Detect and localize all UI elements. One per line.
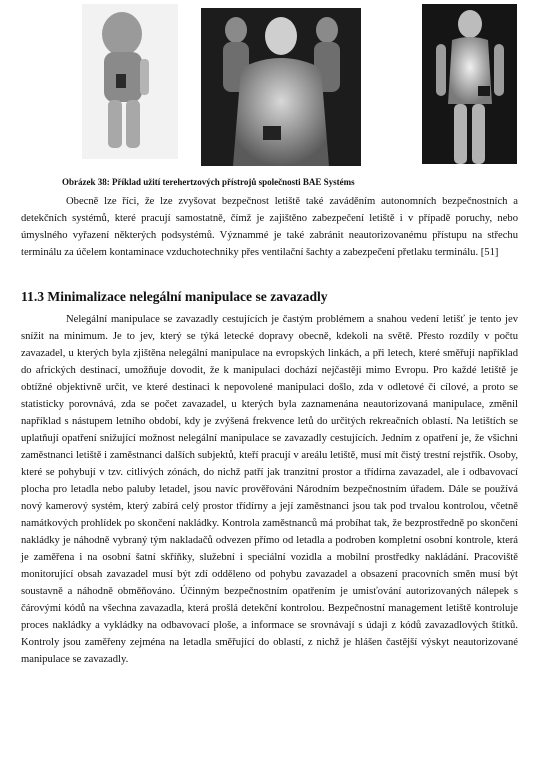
figure-images xyxy=(0,0,537,170)
body-paragraph-1: Obecně lze říci, že lze zvyšovat bezpečnost letiště také zaváděním autonomních bezpečnostních a detekčních systémů, které pracují samostatně, čímž je zajištěno zabezpečení letiště i v případě poruchy, nebo úmyslného vyřazení některých podsystémů. Význammé je také zabránit neautorizovanému přístupu na střechu terminálu za účelem kontaminace vzduchotechniky přes ventilační šachty a zabezpečení přetlaku terminálu. [51] xyxy=(21,196,518,258)
body-paragraph-2: Nelegální manipulace se zavazadly cestujících je častým problémem a snahou vedení letišť je tento jev snížit na minimum. Je to jev, který se týká letecké dopravy obecně, kdekoli na světě. Přesto rozdíly v počtu zavazadel, u kterých byla zjištěna nelegální manipulace na evropských linkách, a při letech, které směřují například do afrických destinací, umožňuje dovodit, že k manipulaci dochází nejčastěji mimo Evropu. Pro každé letiště je obtížné objektivně určit, ve které destinaci k nepovolené manipulaci došlo, zda v odletové či cílové, a proto se statisticky porovnává, zda se počet zavazadel, u kterých byla zaznamenána neautorizovaná manipulace, změnil například s nástupem letního období, kdy je zvýšená frekvence letů do určitých rekreačních oblastí. Na letištích se uplatňují opatření snižující možnost nelegální manipulace se zavazadly cestujících. Jedním z opatření je, že všichni zaměstnanci letiště i zaměstnanci dalších subjektů, kteří pracují v areálu letiště, musí mít čistý trestní rejstřík. Osoby, které se pohybují v tzv. citlivých zónách, do nichž patří jak tranzitní prostor a třídírna zavazadel, ale i odbavovací plocha pro letadla nebo paluby letadel, jsou navíc prověřováni Národním bezpečnostním úřadem. Dále se používá nový kamerový systém, který zabírá celý prostor třídírny a její zaměstnanci jsou tak pod trvalou kontrolou, včetně namátkových prohlídek po skončení nakládky. Kontrola zaměstnanců má probíhat tak, že bezprostředně po skončení nakládky je náhodně vybraný tým nakladačů odvezen přímo od letadla a podroben kompletní osobní kontrole, která je zaměřena i na osobní šatní skříňky, služební i speciální vozidla a mobilní prostředky nakládání. Pracoviště monitorující obsah zavazadel musí být zdí odděleno od pohybu zavazadel a obsazení pracovních směn musí být soustavně a náhodně obměňováno. Účinným bezpečnostním opatřením je umisťování autorizovaných nálepek s čárovými kódů na všechna zavazadla, která prošlá detekční kontrolou. Bezpečnostní management letiště kontroluje proces nakládky a vykládky na odbavovací ploše, a informace se srovnávají s údaji z kódů zavazadlových štítků. Kontroly jsou zaměřeny zejména na letadla směřující do oblastí, z nichž je hlášen častější výskyt neautorizované manipulace se zavazadly. xyxy=(21,314,518,665)
terahertz-image-woman xyxy=(422,4,517,164)
terahertz-image-body-scan xyxy=(201,8,361,166)
terahertz-image-child xyxy=(82,4,178,159)
section-heading: 11.3 Minimalizace nelegální manipulace se zavazadly xyxy=(21,289,328,304)
figure-caption: Obrázek 38: Příklad užití terehertzových přístrojů společnosti BAE Systéms xyxy=(62,177,355,187)
